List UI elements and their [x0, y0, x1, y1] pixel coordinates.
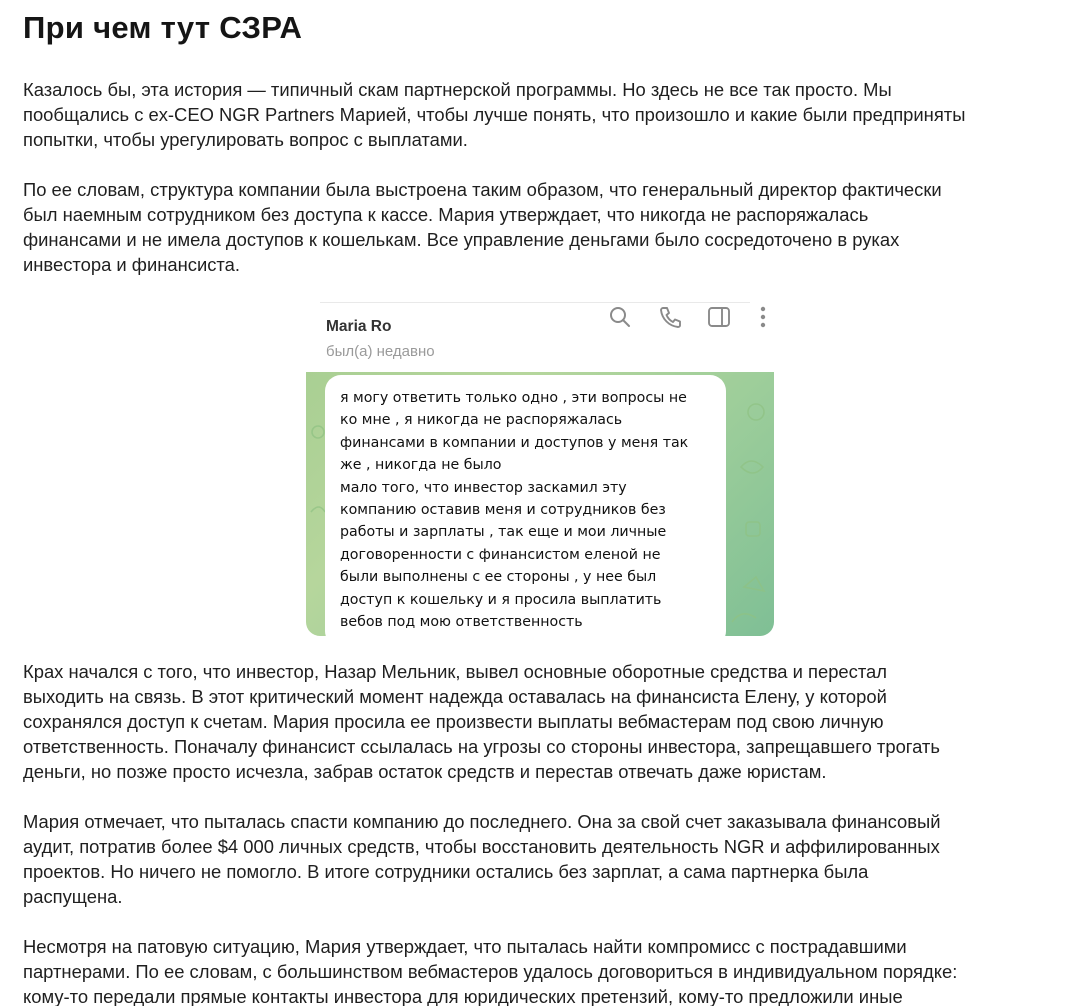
paragraph-structure: [23, 177, 1068, 277]
paragraph-line: ответственность. Поначалу финансист ссылалась на угрозы со стороны инвестора, запрещавшего трогать: [23, 736, 940, 757]
paragraph-line: Казалось бы, эта история — типичный скам партнерской программы. Но здесь не все так просто. Мы: [23, 79, 892, 100]
paragraph-audit: [23, 809, 1068, 909]
paragraph-intro: [23, 77, 1068, 152]
paragraph-line: попытки, чтобы урегулировать вопрос с выплатами.: [23, 129, 468, 150]
search-icon[interactable]: [606, 302, 634, 332]
paragraph-line: распущена.: [23, 886, 123, 907]
message-line: же , никогда не было: [340, 457, 502, 474]
message-line: ко мне , я никогда не распоряжалась: [340, 412, 623, 429]
paragraph-line: финансами и не имела доступов к кошелькам. Все управление деньгами было сосредоточено в руках: [23, 229, 900, 250]
telegram-chat-screenshot: [306, 302, 774, 636]
paragraph-line: Мария отмечает, что пыталась спасти компанию до последнего. Она за свой счет заказывала финансовый: [23, 811, 941, 832]
paragraph-line: проектов. Но ничего не помогло. В итоге сотрудники остались без зарплат, а сама партнерка была: [23, 861, 869, 882]
paragraph-line: выходить на связь. В этот критический момент надежда оставалась на финансиста Елену, у которой: [23, 686, 887, 707]
chat-area: [306, 372, 774, 636]
message-line: я могу ответить только одно , эти вопросы не: [340, 390, 687, 406]
paragraph-line: Несмотря на патовую ситуацию, Мария утверждает, что пыталась найти компромисс с пострадавшими: [23, 936, 907, 957]
phone-icon[interactable]: [656, 302, 684, 332]
contact-name: Maria Ro: [326, 318, 392, 335]
message-line: были выполнены с ее стороны , у нее был: [340, 569, 657, 586]
paragraph-compromise: [23, 934, 1068, 1006]
paragraph-line: аудит, потратив более $4 000 личных средств, чтобы восстановить деятельность NGR и аффилированных: [23, 836, 940, 857]
contact-status: был(а) недавно: [326, 343, 435, 360]
message-line: договоренности с финансистом еленой не: [340, 546, 661, 563]
paragraph-line: По ее словам, структура компании была выстроена таким образом, что генеральный директор фактически: [23, 179, 942, 200]
chat-header: [306, 302, 774, 372]
paragraph-line: партнерами. По ее словам, с большинством вебмастеров удалось договориться в индивидуальном порядке:: [23, 961, 958, 982]
more-vertical-icon[interactable]: [749, 302, 774, 332]
paragraph-line: Крах начался с того, что инвестор, Назар Мельник, вывел основные оборотные средства и перестал: [23, 661, 888, 682]
article-title: При чем тут СЗРА: [23, 10, 303, 45]
sidebar-panel-icon[interactable]: [705, 302, 733, 332]
paragraph-collapse: [23, 659, 1068, 784]
message-line: мало того, что инвестор заскамил эту: [340, 479, 627, 496]
header-divider: [320, 302, 750, 303]
message-line: компанию оставив меня и сотрудников без: [340, 502, 666, 519]
paragraph-line: был наемным сотрудником без доступа к кассе. Мария утверждает, что никогда не распоряжалась: [23, 204, 869, 225]
message-line: вебов под мою ответственность: [340, 614, 583, 631]
paragraph-line: инвестора и финансиста.: [23, 254, 240, 275]
message-line: финансами в компании и доступов у меня так: [340, 434, 689, 451]
message-line: доступ к кошельку и я просила выплатить: [340, 591, 662, 608]
paragraph-line: пообщались с ex-CEO NGR Partners Марией, чтобы лучше понять, что произошло и какие были предприняты: [23, 104, 966, 125]
paragraph-line: сохранялся доступ к счетам. Мария просила ее произвести выплаты вебмастерам под свою личную: [23, 711, 884, 732]
paragraph-line: кому-то передали прямые контакты инвестора для юридических претензий, кому-то предложили иные: [23, 986, 903, 1006]
message-line: работы и зарплаты , так еще и мои личные: [340, 524, 667, 541]
message-bubble: [325, 375, 726, 636]
paragraph-line: деньги, но позже просто исчезла, забрав остаток средств и перестав отвечать даже юристам.: [23, 761, 827, 782]
